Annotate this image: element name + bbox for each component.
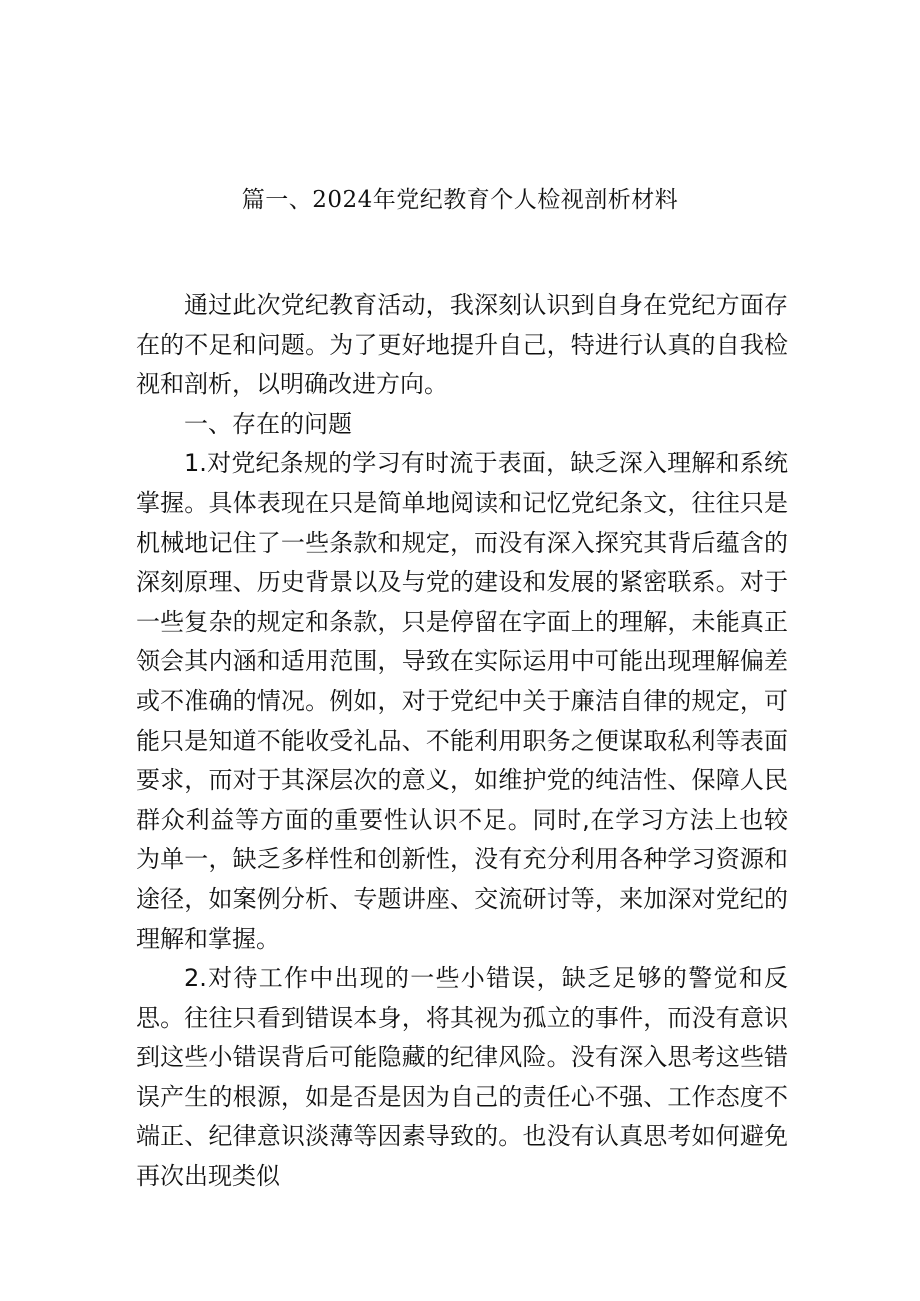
paragraph-item-1: 1.对党纪条规的学习有时流于表面，缺乏深入理解和系统掌握。具体表现在只是简单地阅读和记忆党纪条文，往往只是机械地记住了一些条款和规定，而没有深入探究其背后蕴含的深刻原理、历史背景以及与党的建设和发展的紧密联系。对于一些复杂的规定和条款，只是停留在字面上的理解，未能真正领会其内涵和适用范围，导致在实际运用中可能出现理解偏差或不准确的情况。例如，对于党纪中关于廉洁自律的规定，可能只是知道不能收受礼品、不能利用职务之便谋取私利等表面要求，而对于其深层次的意义，如维护党的纯洁性、保障人民群众利益等方面的重要性认识不足。同时,在学习方法上也较为单一，缺乏多样性和创新性，没有充分利用各种学习资源和途径，如案例分析、专题讲座、交流研讨等，来加深对党纪的理解和掌握。	[136, 449, 788, 953]
paragraph-item-2: 2.对待工作中出现的一些小错误，缺乏足够的警觉和反思。往往只看到错误本身，将其视为孤立的事件，而没有意识到这些小错误背后可能隐藏的纪律风险。没有深入思考这些错误产生的根源，如是否是因为自己的责任心不强、工作态度不端正、纪律意识淡薄等因素导致的。也没有认真思考如何避免再次出现类似	[136, 964, 788, 1191]
document-body	[136, 286, 788, 1197]
paragraph-intro: 通过此次党纪教育活动，我深刻认识到自身在党纪方面存在的不足和问题。为了更好地提升自己，特进行认真的自我检视和剖析，以明确改进方向。	[136, 291, 788, 399]
section-heading-problems: 一、存在的问题	[184, 409, 352, 438]
document-title: 篇一、2024年党纪教育个人检视剖析材料	[241, 187, 679, 213]
